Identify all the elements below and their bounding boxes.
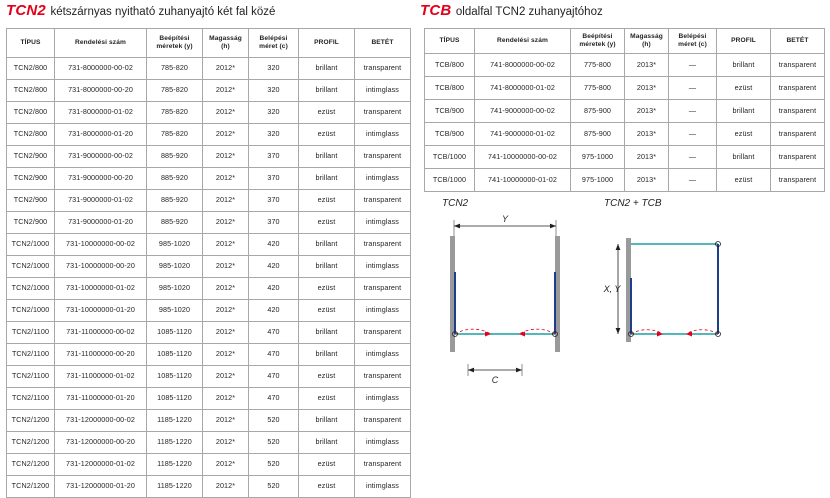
table-row [7, 432, 411, 454]
right_section-cell: 2013* [625, 100, 669, 123]
diagram-left-title: TCN2 [442, 198, 469, 209]
left_section-cell: 885-920 [147, 190, 203, 212]
table-row [7, 102, 411, 124]
left_section-cell: 731-9000000-00-02 [55, 146, 147, 168]
column-header-belepesi-meret: Belépési méret (c) [249, 29, 299, 58]
right_section-cell: brillant [717, 146, 771, 169]
right_section-cell: ezüst [717, 123, 771, 146]
column-header-beepitesi-meretek: Beépítési méretek (y) [571, 29, 625, 54]
column-header-profil: PROFIL [717, 29, 771, 54]
left_section-cell: TCN2/1000 [7, 278, 55, 300]
left_section-cell: ezüst [299, 366, 355, 388]
left_section-cell: 1085-1120 [147, 366, 203, 388]
right_section-cell: brillant [717, 100, 771, 123]
left_section-cell: 2012* [203, 454, 249, 476]
table-row [7, 256, 411, 278]
left_section-cell: 2012* [203, 278, 249, 300]
column-header-rendelesi-szam: Rendelési szám [55, 29, 147, 58]
column-header-magassag: Magasság (h) [203, 29, 249, 58]
right-section-heading [420, 2, 603, 20]
right_section-cell: 2013* [625, 77, 669, 100]
left_section-cell: 1085-1120 [147, 322, 203, 344]
table-row [425, 100, 825, 123]
left_section-cell: TCN2/1200 [7, 454, 55, 476]
right_section-cell: TCB/1000 [425, 169, 475, 192]
right_section-cell: TCB/1000 [425, 146, 475, 169]
left_section-cell: 731-8000000-01-02 [55, 102, 147, 124]
diagram-right-title: TCN2 + TCB [604, 198, 662, 209]
left_section-cell: 985-1020 [147, 300, 203, 322]
right_section-cell: 741-9000000-00-02 [475, 100, 571, 123]
tcn2-plan-diagram [430, 212, 580, 392]
left_section-cell: 785-820 [147, 58, 203, 80]
right-section-code: TCB [420, 2, 452, 19]
left_section-cell: 1085-1120 [147, 388, 203, 410]
left_section-cell: 2012* [203, 366, 249, 388]
left_section-cell: TCN2/900 [7, 146, 55, 168]
left_section-cell: 420 [249, 256, 299, 278]
right_section-cell: 2013* [625, 169, 669, 192]
left_section-cell: 470 [249, 366, 299, 388]
right_section-cell: 775-800 [571, 54, 625, 77]
left_section-cell: 520 [249, 410, 299, 432]
table-row [7, 366, 411, 388]
left_section-cell: 520 [249, 454, 299, 476]
column-header-tipus: TÍPUS [7, 29, 55, 58]
left_section-cell: 320 [249, 102, 299, 124]
left_section-cell: ezüst [299, 212, 355, 234]
left_section-cell: 420 [249, 300, 299, 322]
left_section-cell: 320 [249, 124, 299, 146]
right_section-cell: transparent [771, 123, 825, 146]
left_section-cell: intimglass [355, 344, 411, 366]
left_section-cell: 731-10000000-00-20 [55, 256, 147, 278]
right_section-cell: 741-10000000-01-02 [475, 169, 571, 192]
left_section-cell: 420 [249, 278, 299, 300]
right_section-cell: TCB/900 [425, 123, 475, 146]
left_section-cell: 731-10000000-01-20 [55, 300, 147, 322]
left_section-cell: TCN2/1100 [7, 366, 55, 388]
table-row [7, 80, 411, 102]
table-row [425, 146, 825, 169]
left_section-cell: 731-12000000-00-20 [55, 432, 147, 454]
table-row [425, 123, 825, 146]
left_section-cell: transparent [355, 410, 411, 432]
left_section-cell: 2012* [203, 344, 249, 366]
left_section-cell: TCN2/1200 [7, 410, 55, 432]
left_section-cell: 2012* [203, 322, 249, 344]
left_section-cell: 731-8000000-00-20 [55, 80, 147, 102]
left_section-cell: 2012* [203, 234, 249, 256]
table-row [7, 476, 411, 498]
dimension-label-y: Y [501, 214, 509, 224]
left_section-cell: intimglass [355, 212, 411, 234]
left_section-cell: 470 [249, 322, 299, 344]
left_section-cell: brillant [299, 432, 355, 454]
right_section-cell: transparent [771, 169, 825, 192]
left_section-cell: intimglass [355, 476, 411, 498]
left_section-cell: TCN2/800 [7, 58, 55, 80]
left_section-cell: 731-12000000-00-02 [55, 410, 147, 432]
left_section-cell: 731-10000000-01-02 [55, 278, 147, 300]
left_section-cell: 2012* [203, 388, 249, 410]
left_section-cell: brillant [299, 322, 355, 344]
left_section-cell: 1185-1220 [147, 432, 203, 454]
left_section-cell: 885-920 [147, 146, 203, 168]
dimension-label-c: C [491, 375, 499, 385]
left_section-cell: transparent [355, 278, 411, 300]
left_section-cell: transparent [355, 146, 411, 168]
left_section-cell: intimglass [355, 80, 411, 102]
right_section-cell: TCB/800 [425, 54, 475, 77]
table-row [7, 124, 411, 146]
left_section-cell: 731-8000000-01-20 [55, 124, 147, 146]
left_section-cell: 1185-1220 [147, 454, 203, 476]
left_section-cell: 2012* [203, 190, 249, 212]
table-row [7, 168, 411, 190]
left_section-cell: intimglass [355, 300, 411, 322]
left_section-cell: 320 [249, 80, 299, 102]
left_section-cell: brillant [299, 344, 355, 366]
left_section-cell: TCN2/800 [7, 80, 55, 102]
left_section-cell: 1185-1220 [147, 476, 203, 498]
left_section-cell: 731-11000000-01-20 [55, 388, 147, 410]
left_section-cell: ezüst [299, 124, 355, 146]
left_section-cell: 370 [249, 212, 299, 234]
left_section-cell: TCN2/1000 [7, 234, 55, 256]
left_section-cell: 985-1020 [147, 256, 203, 278]
right_section-cell: — [669, 100, 717, 123]
table-row [7, 454, 411, 476]
left_section-cell: 785-820 [147, 102, 203, 124]
left_section-cell: transparent [355, 102, 411, 124]
right_section-cell: 741-8000000-01-02 [475, 77, 571, 100]
right_section-cell: ezüst [717, 77, 771, 100]
right_section-cell: 975-1000 [571, 169, 625, 192]
column-header-tipus: TÍPUS [425, 29, 475, 54]
column-header-betet: BETÉT [355, 29, 411, 58]
left_section-cell: ezüst [299, 454, 355, 476]
left_section-cell: 370 [249, 190, 299, 212]
left_section-cell: 985-1020 [147, 234, 203, 256]
left_section-cell: 731-11000000-01-02 [55, 366, 147, 388]
table-row [7, 58, 411, 80]
table-row [7, 146, 411, 168]
left_section-cell: 1185-1220 [147, 410, 203, 432]
left_section-cell: transparent [355, 322, 411, 344]
left_section-cell: ezüst [299, 102, 355, 124]
left_section-cell: 2012* [203, 58, 249, 80]
right_section-cell: TCB/800 [425, 77, 475, 100]
column-header-profil: PROFIL [299, 29, 355, 58]
table-row [7, 410, 411, 432]
table-row [7, 234, 411, 256]
right-section-description: oldalfal TCN2 zuhanyajtóhoz [455, 6, 603, 18]
right_section-cell: — [669, 54, 717, 77]
left_section-cell: ezüst [299, 388, 355, 410]
left_section-cell: 785-820 [147, 80, 203, 102]
right_section-cell: ezüst [717, 169, 771, 192]
right_section-cell: transparent [771, 100, 825, 123]
right_section-cell: 741-10000000-00-02 [475, 146, 571, 169]
left_section-cell: brillant [299, 410, 355, 432]
left_section-cell: 731-9000000-00-20 [55, 168, 147, 190]
left_section-cell: 520 [249, 476, 299, 498]
left_section-cell: TCN2/1100 [7, 388, 55, 410]
left_section-cell: 2012* [203, 102, 249, 124]
left_section-cell: 731-11000000-00-20 [55, 344, 147, 366]
left_section-cell: ezüst [299, 476, 355, 498]
left_section-cell: TCN2/800 [7, 124, 55, 146]
table-row [425, 77, 825, 100]
left_section-cell: transparent [355, 190, 411, 212]
right_section-cell: 2013* [625, 146, 669, 169]
left_section-cell: 731-12000000-01-02 [55, 454, 147, 476]
left_section-cell: TCN2/1100 [7, 344, 55, 366]
left_section-cell: 731-9000000-01-02 [55, 190, 147, 212]
right_section-cell: 975-1000 [571, 146, 625, 169]
column-header-belepesi-meret: Belépési méret (c) [669, 29, 717, 54]
left_section-cell: 2012* [203, 146, 249, 168]
right_section-cell: 2013* [625, 54, 669, 77]
left_section-cell: TCN2/1200 [7, 476, 55, 498]
right_section-cell: 875-900 [571, 123, 625, 146]
right_section-cell: — [669, 146, 717, 169]
left_section-cell: 885-920 [147, 168, 203, 190]
right_section-cell: 741-9000000-01-02 [475, 123, 571, 146]
left_section-cell: 985-1020 [147, 278, 203, 300]
left-section-heading [6, 2, 275, 20]
left_section-cell: 470 [249, 388, 299, 410]
right_section-cell: 875-900 [571, 100, 625, 123]
left_section-cell: transparent [355, 234, 411, 256]
left_section-cell: intimglass [355, 388, 411, 410]
left_section-cell: TCN2/1000 [7, 300, 55, 322]
tcn2-tcb-plan-diagram [600, 212, 750, 392]
left_section-cell: TCN2/900 [7, 190, 55, 212]
left-section-code: TCN2 [6, 2, 46, 19]
right_section-cell: — [669, 169, 717, 192]
left_section-cell: intimglass [355, 168, 411, 190]
left_section-cell: 2012* [203, 300, 249, 322]
left_section-cell: 785-820 [147, 124, 203, 146]
table-row [7, 388, 411, 410]
right_section-cell: 2013* [625, 123, 669, 146]
left_section-cell: ezüst [299, 190, 355, 212]
table-row [7, 322, 411, 344]
left_section-cell: 2012* [203, 476, 249, 498]
table-header-row [7, 29, 411, 58]
left_section-cell: 731-11000000-00-02 [55, 322, 147, 344]
left_section-cell: brillant [299, 234, 355, 256]
table-row [7, 190, 411, 212]
right_section-cell: TCB/900 [425, 100, 475, 123]
left_section-cell: 2012* [203, 256, 249, 278]
left_section-cell: 2012* [203, 80, 249, 102]
left_section-cell: 2012* [203, 212, 249, 234]
left_section-cell: 320 [249, 58, 299, 80]
left_section-cell: brillant [299, 146, 355, 168]
left_section-cell: intimglass [355, 124, 411, 146]
left_section-cell: TCN2/900 [7, 212, 55, 234]
right_section-cell: 741-8000000-00-02 [475, 54, 571, 77]
left_section-cell: 370 [249, 146, 299, 168]
tcn2-product-table [6, 28, 411, 498]
left_section-cell: 370 [249, 168, 299, 190]
left_section-cell: TCN2/1100 [7, 322, 55, 344]
left_section-cell: 2012* [203, 124, 249, 146]
left_section-cell: 470 [249, 344, 299, 366]
left_section-cell: 2012* [203, 410, 249, 432]
left_section-cell: TCN2/900 [7, 168, 55, 190]
left_section-cell: brillant [299, 168, 355, 190]
table-row [7, 212, 411, 234]
tcb-product-table [424, 28, 825, 192]
right_section-cell: transparent [771, 54, 825, 77]
column-header-betet: BETÉT [771, 29, 825, 54]
left_section-cell: 731-10000000-00-02 [55, 234, 147, 256]
right_section-cell: transparent [771, 77, 825, 100]
left_section-cell: brillant [299, 256, 355, 278]
left_section-cell: ezüst [299, 278, 355, 300]
left_section-cell: 885-920 [147, 212, 203, 234]
left_section-cell: brillant [299, 58, 355, 80]
left_section-cell: transparent [355, 454, 411, 476]
left-section-description: kétszárnyas nyitható zuhanyajtó két fal közé [50, 6, 276, 18]
left_section-cell: TCN2/1000 [7, 256, 55, 278]
table-row [425, 54, 825, 77]
right_section-cell: transparent [771, 146, 825, 169]
left_section-cell: 420 [249, 234, 299, 256]
table-header-row [425, 29, 825, 54]
left_section-cell: 731-9000000-01-20 [55, 212, 147, 234]
right_section-cell: — [669, 123, 717, 146]
left_section-cell: ezüst [299, 300, 355, 322]
table-row [7, 300, 411, 322]
left_section-cell: transparent [355, 58, 411, 80]
left_section-cell: 2012* [203, 432, 249, 454]
right_section-cell: — [669, 77, 717, 100]
left_section-cell: 520 [249, 432, 299, 454]
table-row [7, 344, 411, 366]
column-header-rendelesi-szam: Rendelési szám [475, 29, 571, 54]
table-row [7, 278, 411, 300]
dimension-label-xy: X, Y [603, 284, 621, 294]
left_section-cell: transparent [355, 366, 411, 388]
left_section-cell: intimglass [355, 432, 411, 454]
left_section-cell: 731-12000000-01-20 [55, 476, 147, 498]
right_section-cell: brillant [717, 54, 771, 77]
column-header-beepitesi-meretek: Beépítési méretek (y) [147, 29, 203, 58]
right_section-cell: 775-800 [571, 77, 625, 100]
left_section-cell: TCN2/800 [7, 102, 55, 124]
left_section-cell: 1085-1120 [147, 344, 203, 366]
left_section-cell: 2012* [203, 168, 249, 190]
left_section-cell: intimglass [355, 256, 411, 278]
table-row [425, 169, 825, 192]
left_section-cell: 731-8000000-00-02 [55, 58, 147, 80]
column-header-magassag: Magasság (h) [625, 29, 669, 54]
left_section-cell: TCN2/1200 [7, 432, 55, 454]
left_section-cell: brillant [299, 80, 355, 102]
